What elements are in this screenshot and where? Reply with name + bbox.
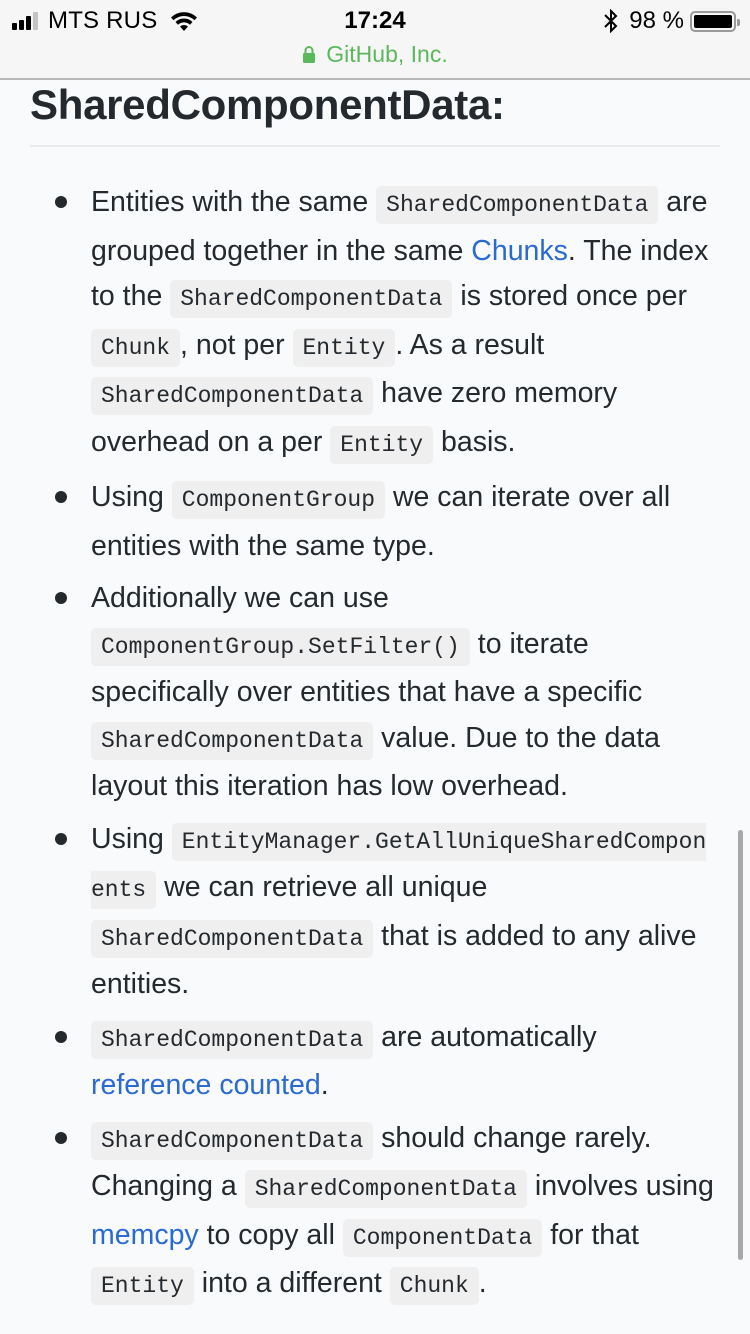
inline-code: SharedComponentData [91,377,373,415]
text: . As a result [395,328,545,361]
list-item [0,576,750,810]
address-bar[interactable] [0,38,750,70]
text: involves using [526,1170,714,1202]
bullet-list [0,180,750,1317]
inline-code: EntityManager.GetAllUniqueSharedComponents [91,823,706,910]
inline-code: ComponentData [343,1219,542,1257]
inline-code: Entity [91,1267,194,1305]
list-item [0,475,750,569]
inline-code: SharedComponentData [170,280,452,318]
list-item [0,817,750,1008]
list-item [0,1116,750,1310]
inline-code: Chunk [390,1267,479,1305]
text: we can retrieve all unique [156,871,488,903]
link-chunks[interactable]: Chunks [471,234,568,267]
text: Additionally we can use [91,582,389,614]
carrier-name: MTS RUS [48,7,158,34]
text: for that [542,1218,639,1251]
clock: 17:24 [344,7,406,34]
text: we can iterate over all entities with the same type. [91,481,671,562]
bullet-icon [55,196,67,208]
bullet-icon [55,1031,67,1043]
section-heading: SharedComponentData: [30,81,505,128]
text: that is added to any alive entities. [91,919,697,1000]
bluetooth-icon [603,9,619,33]
text: , not per [180,328,293,361]
heading-divider [30,145,720,147]
text: . [478,1267,487,1299]
text: have zero memory overhead on a per [91,377,618,458]
inline-code: SharedComponentData [91,1122,373,1160]
inline-code: SharedComponentData [376,186,658,224]
text: are grouped together in the same [91,186,708,267]
inline-code: ComponentGroup.SetFilter() [91,628,470,666]
bullet-icon [55,592,67,604]
status-bar [0,0,750,40]
list-item [0,1015,750,1109]
text: Using [91,481,172,513]
bullet-icon [55,1132,67,1144]
battery-percent: 98 % [629,7,684,34]
link-reference-counted[interactable]: reference counted [91,1069,321,1101]
inline-code: Entity [330,426,433,464]
site-identity-label: GitHub, Inc. [326,40,448,67]
bullet-icon [55,833,67,845]
text: should change rarely. Changing a [91,1121,652,1202]
inline-code: SharedComponentData [91,722,373,760]
inline-code: SharedComponentData [91,920,373,958]
text: value. Due to the data layout this iteration has low overhead. [91,721,661,802]
text: to copy all [198,1218,343,1251]
list-item [0,180,750,468]
text: are automatically [373,1020,597,1053]
browser-top-bar [0,0,750,80]
vertical-scrollbar[interactable] [738,830,743,1260]
inline-code: ComponentGroup [172,481,385,519]
link-memcpy[interactable]: memcpy [91,1218,199,1251]
inline-code: Chunk [91,329,180,367]
text: into a different [193,1267,390,1299]
battery-icon [690,11,736,32]
inline-code: SharedComponentData [245,1170,527,1208]
text: . [320,1069,329,1101]
lock-icon [302,45,316,63]
inline-code: SharedComponentData [91,1021,373,1059]
inline-code: Entity [293,329,396,367]
text: Entities with the same [91,186,377,218]
text: is stored once per [452,280,687,312]
text: to iterate specifically over entities that have a specific [91,627,643,708]
text: . The index to the [91,234,709,312]
text: basis. [433,425,516,458]
text: Using [91,822,172,855]
bullet-icon [55,491,67,503]
